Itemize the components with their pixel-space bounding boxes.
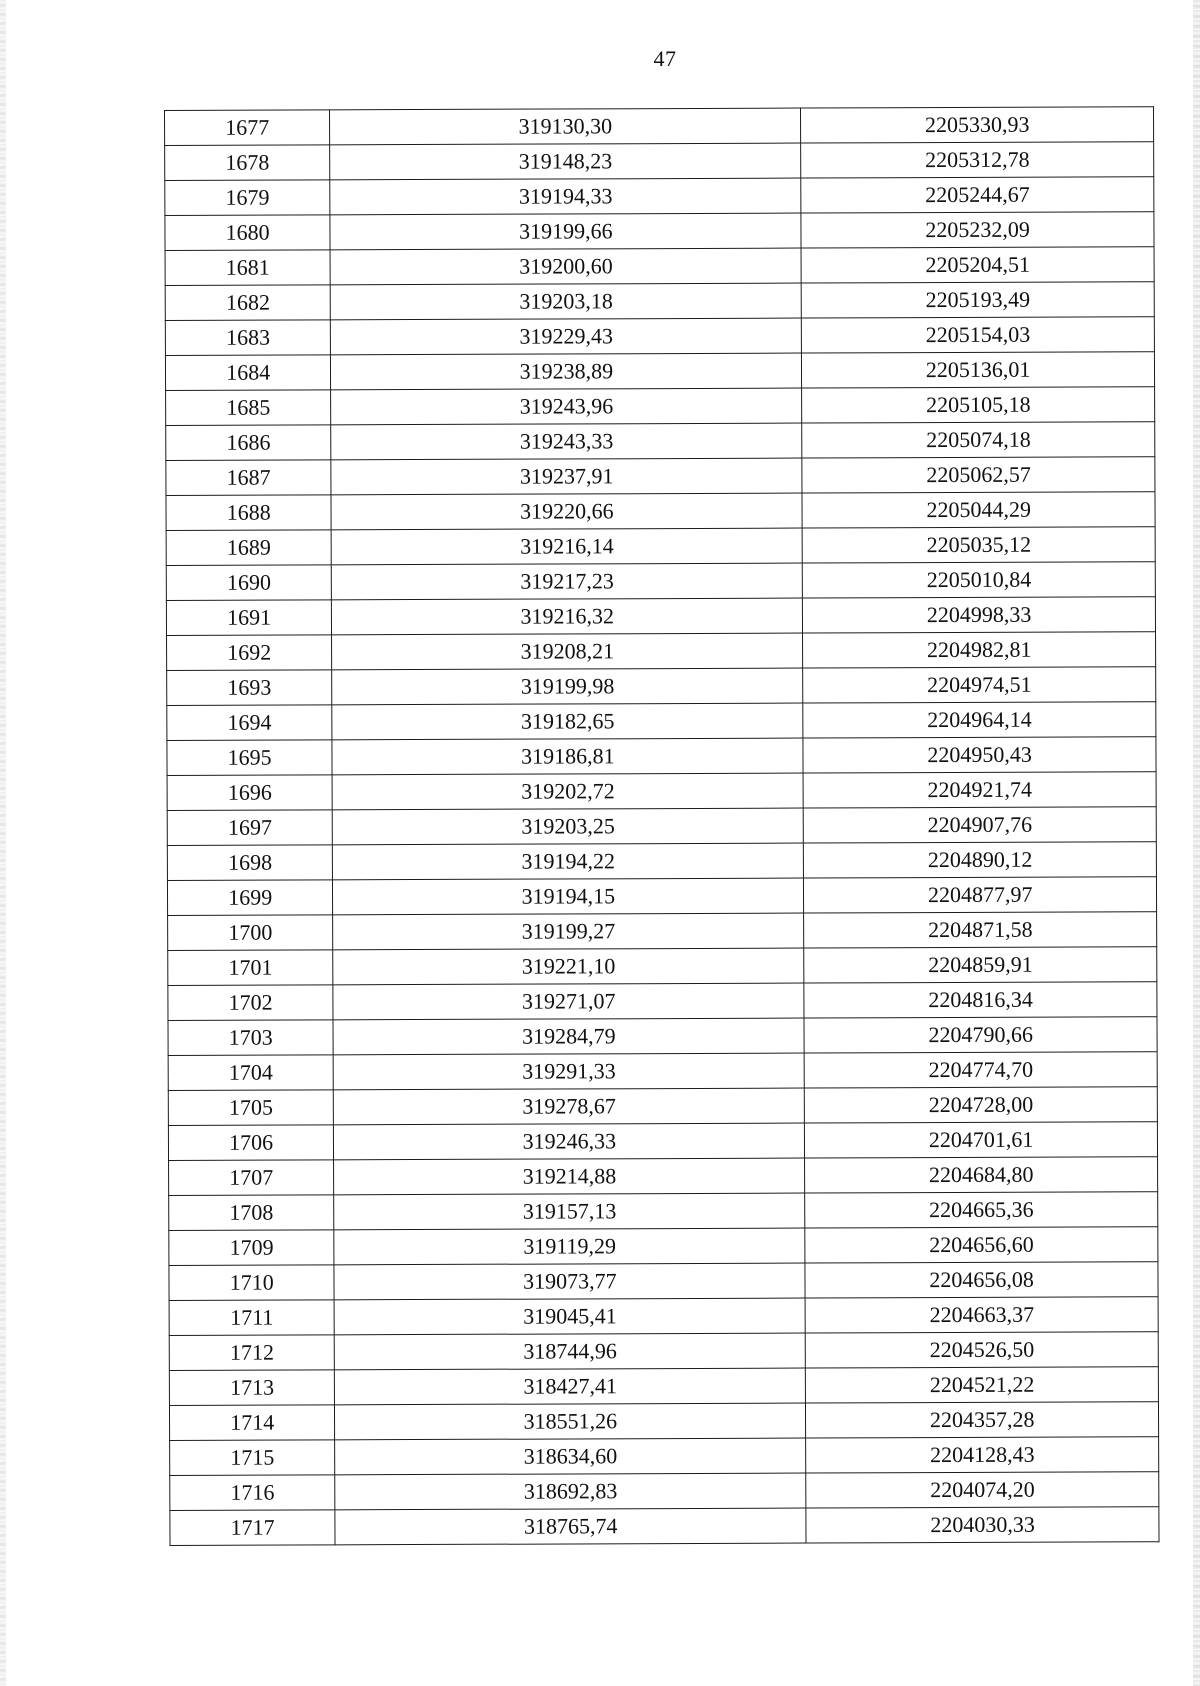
x-coordinate-cell: 319284,79: [333, 1018, 804, 1055]
table-row: [168, 1087, 1157, 1126]
x-coordinate-cell: 319278,67: [334, 1088, 805, 1125]
point-number-cell: 1704: [168, 1055, 333, 1091]
point-number-cell: 1715: [170, 1440, 335, 1476]
y-coordinate-cell: 2205136,01: [802, 352, 1155, 388]
table-row: [170, 1472, 1159, 1511]
y-coordinate-cell: 2204907,76: [803, 807, 1156, 843]
point-number-cell: 1700: [168, 915, 333, 951]
x-coordinate-cell: 319220,66: [331, 493, 802, 530]
point-number-cell: 1693: [167, 670, 332, 706]
y-coordinate-cell: 2205312,78: [801, 142, 1154, 178]
point-number-cell: 1690: [166, 565, 331, 601]
y-coordinate-cell: 2205232,09: [801, 212, 1154, 248]
x-coordinate-cell: 318634,60: [335, 1438, 806, 1475]
point-number-cell: 1692: [167, 635, 332, 671]
x-coordinate-cell: 319243,96: [331, 388, 802, 425]
y-coordinate-cell: 2204526,50: [806, 1332, 1159, 1368]
x-coordinate-cell: 319214,88: [334, 1158, 805, 1195]
point-number-cell: 1707: [169, 1160, 334, 1196]
point-number-cell: 1680: [165, 215, 330, 251]
point-number-cell: 1701: [168, 950, 333, 986]
y-coordinate-cell: 2204030,33: [806, 1507, 1159, 1543]
x-coordinate-cell: 319148,23: [330, 143, 801, 180]
y-coordinate-cell: 2205154,03: [802, 317, 1155, 353]
y-coordinate-cell: 2205062,57: [802, 457, 1155, 493]
table-row: [167, 737, 1156, 776]
table-row: [167, 632, 1156, 671]
table-row: [169, 1367, 1158, 1406]
y-coordinate-cell: 2204998,33: [803, 597, 1156, 633]
table-row: [167, 772, 1156, 811]
x-coordinate-cell: 319291,33: [333, 1053, 804, 1090]
x-coordinate-cell: 319045,41: [334, 1298, 805, 1335]
table-row: [165, 142, 1154, 181]
y-coordinate-cell: 2205244,67: [801, 177, 1154, 213]
point-number-cell: 1677: [165, 110, 330, 146]
x-coordinate-cell: 319157,13: [334, 1193, 805, 1230]
x-coordinate-cell: 318765,74: [335, 1508, 806, 1545]
x-coordinate-cell: 319246,33: [334, 1123, 805, 1160]
y-coordinate-cell: 2204656,08: [805, 1262, 1158, 1298]
table-row: [169, 1157, 1158, 1196]
table-row: [166, 562, 1155, 601]
point-number-cell: 1699: [167, 880, 332, 916]
table-row: [170, 1437, 1159, 1476]
point-number-cell: 1708: [169, 1195, 334, 1231]
point-number-cell: 1713: [169, 1370, 334, 1406]
point-number-cell: 1678: [165, 145, 330, 181]
table-row: [168, 912, 1157, 951]
x-coordinate-cell: 319203,25: [333, 808, 804, 845]
table-row: [168, 1017, 1157, 1056]
y-coordinate-cell: 2204521,22: [806, 1367, 1159, 1403]
scan-edge-left: [0, 0, 6, 1686]
scan-edge-right: [1193, 0, 1200, 1686]
y-coordinate-cell: 2205074,18: [802, 422, 1155, 458]
table-row: [169, 1227, 1158, 1266]
y-coordinate-cell: 2205204,51: [801, 247, 1154, 283]
point-number-cell: 1684: [165, 355, 330, 391]
x-coordinate-cell: 319186,81: [332, 738, 803, 775]
y-coordinate-cell: 2204950,43: [803, 737, 1156, 773]
point-number-cell: 1694: [167, 705, 332, 741]
point-number-cell: 1683: [165, 320, 330, 356]
point-number-cell: 1698: [167, 845, 332, 881]
table-row: [167, 842, 1156, 881]
y-coordinate-cell: 2204684,80: [805, 1157, 1158, 1193]
point-number-cell: 1697: [167, 810, 332, 846]
table-row: [165, 212, 1154, 251]
x-coordinate-cell: 319243,33: [331, 423, 802, 460]
table-row: [166, 387, 1155, 426]
x-coordinate-cell: 319216,32: [332, 598, 803, 635]
point-number-cell: 1712: [169, 1335, 334, 1371]
x-coordinate-cell: 319182,65: [332, 703, 803, 740]
point-number-cell: 1687: [166, 460, 331, 496]
table-row: [169, 1332, 1158, 1371]
table-row: [165, 317, 1154, 356]
y-coordinate-cell: 2204774,70: [804, 1052, 1157, 1088]
x-coordinate-cell: 319216,14: [331, 528, 802, 565]
table-row: [166, 422, 1155, 461]
table-row: [168, 982, 1157, 1021]
point-number-cell: 1686: [166, 425, 331, 461]
point-number-cell: 1714: [169, 1405, 334, 1441]
y-coordinate-cell: 2205010,84: [803, 562, 1156, 598]
point-number-cell: 1702: [168, 985, 333, 1021]
y-coordinate-cell: 2204816,34: [804, 982, 1157, 1018]
table-row: [165, 107, 1154, 146]
table-row: [169, 1402, 1158, 1441]
y-coordinate-cell: 2204964,14: [803, 702, 1156, 738]
y-coordinate-cell: 2205035,12: [802, 527, 1155, 563]
x-coordinate-cell: 319217,23: [332, 563, 803, 600]
point-number-cell: 1705: [168, 1090, 333, 1126]
x-coordinate-cell: 319271,07: [333, 983, 804, 1020]
x-coordinate-cell: 319200,60: [330, 248, 801, 285]
point-number-cell: 1679: [165, 180, 330, 216]
x-coordinate-cell: 318744,96: [335, 1333, 806, 1370]
y-coordinate-cell: 2204790,66: [804, 1017, 1157, 1053]
y-coordinate-cell: 2205330,93: [801, 107, 1154, 143]
x-coordinate-cell: 319073,77: [334, 1263, 805, 1300]
y-coordinate-cell: 2204701,61: [805, 1122, 1158, 1158]
x-coordinate-cell: 319199,98: [332, 668, 803, 705]
y-coordinate-cell: 2204982,81: [803, 632, 1156, 668]
x-coordinate-cell: 319221,10: [333, 948, 804, 985]
point-number-cell: 1706: [168, 1125, 333, 1161]
y-coordinate-cell: 2204877,97: [804, 877, 1157, 913]
x-coordinate-cell: 318427,41: [335, 1368, 806, 1405]
point-number-cell: 1716: [170, 1475, 335, 1511]
point-number-cell: 1703: [168, 1020, 333, 1056]
point-number-cell: 1711: [169, 1300, 334, 1336]
table-row: [165, 177, 1154, 216]
x-coordinate-cell: 318692,83: [335, 1473, 806, 1510]
x-coordinate-cell: 319238,89: [331, 353, 802, 390]
x-coordinate-cell: 319237,91: [331, 458, 802, 495]
y-coordinate-cell: 2204890,12: [804, 842, 1157, 878]
y-coordinate-cell: 2204974,51: [803, 667, 1156, 703]
x-coordinate-cell: 319208,21: [332, 633, 803, 670]
y-coordinate-cell: 2204859,91: [804, 947, 1157, 983]
x-coordinate-cell: 319199,66: [330, 213, 801, 250]
table-row: [170, 1507, 1159, 1546]
page-number: 47: [653, 46, 677, 71]
table-row: [168, 1122, 1157, 1161]
y-coordinate-cell: 2205105,18: [802, 387, 1155, 423]
table-row: [169, 1297, 1158, 1336]
table-row: [167, 877, 1156, 916]
y-coordinate-cell: 2204074,20: [806, 1472, 1159, 1508]
x-coordinate-cell: 319194,33: [330, 178, 801, 215]
y-coordinate-cell: 2204871,58: [804, 912, 1157, 948]
table-row: [165, 282, 1154, 321]
x-coordinate-cell: 319202,72: [332, 773, 803, 810]
point-number-cell: 1710: [169, 1265, 334, 1301]
y-coordinate-cell: 2204665,36: [805, 1192, 1158, 1228]
table-row: [169, 1262, 1158, 1301]
point-number-cell: 1691: [166, 600, 331, 636]
table-row: [167, 807, 1156, 846]
table-row: [165, 352, 1154, 391]
y-coordinate-cell: 2204663,37: [805, 1297, 1158, 1333]
x-coordinate-cell: 318551,26: [335, 1403, 806, 1440]
table-row: [165, 247, 1154, 286]
point-number-cell: 1717: [170, 1510, 335, 1546]
table-row: [166, 597, 1155, 636]
y-coordinate-cell: 2204357,28: [806, 1402, 1159, 1438]
x-coordinate-cell: 319130,30: [330, 108, 801, 145]
x-coordinate-cell: 319194,15: [333, 878, 804, 915]
table-row: [166, 492, 1155, 531]
point-number-cell: 1689: [166, 530, 331, 566]
table-row: [168, 1052, 1157, 1091]
table-row: [167, 667, 1156, 706]
table-row: [168, 947, 1157, 986]
coordinates-table-body: [165, 107, 1160, 1546]
coordinates-table: [164, 106, 1160, 1546]
y-coordinate-cell: 2205044,29: [802, 492, 1155, 528]
x-coordinate-cell: 319119,29: [334, 1228, 805, 1265]
point-number-cell: 1682: [165, 285, 330, 321]
table-row: [169, 1192, 1158, 1231]
x-coordinate-cell: 319194,22: [333, 843, 804, 880]
x-coordinate-cell: 319199,27: [333, 913, 804, 950]
point-number-cell: 1709: [169, 1230, 334, 1266]
point-number-cell: 1681: [165, 250, 330, 286]
y-coordinate-cell: 2204921,74: [803, 772, 1156, 808]
x-coordinate-cell: 319229,43: [331, 318, 802, 355]
point-number-cell: 1688: [166, 495, 331, 531]
point-number-cell: 1696: [167, 775, 332, 811]
table-row: [167, 702, 1156, 741]
point-number-cell: 1685: [166, 390, 331, 426]
point-number-cell: 1695: [167, 740, 332, 776]
table-row: [166, 457, 1155, 496]
y-coordinate-cell: 2204656,60: [805, 1227, 1158, 1263]
y-coordinate-cell: 2204728,00: [805, 1087, 1158, 1123]
y-coordinate-cell: 2205193,49: [801, 282, 1154, 318]
y-coordinate-cell: 2204128,43: [806, 1437, 1159, 1473]
x-coordinate-cell: 319203,18: [331, 283, 802, 320]
table-row: [166, 527, 1155, 566]
